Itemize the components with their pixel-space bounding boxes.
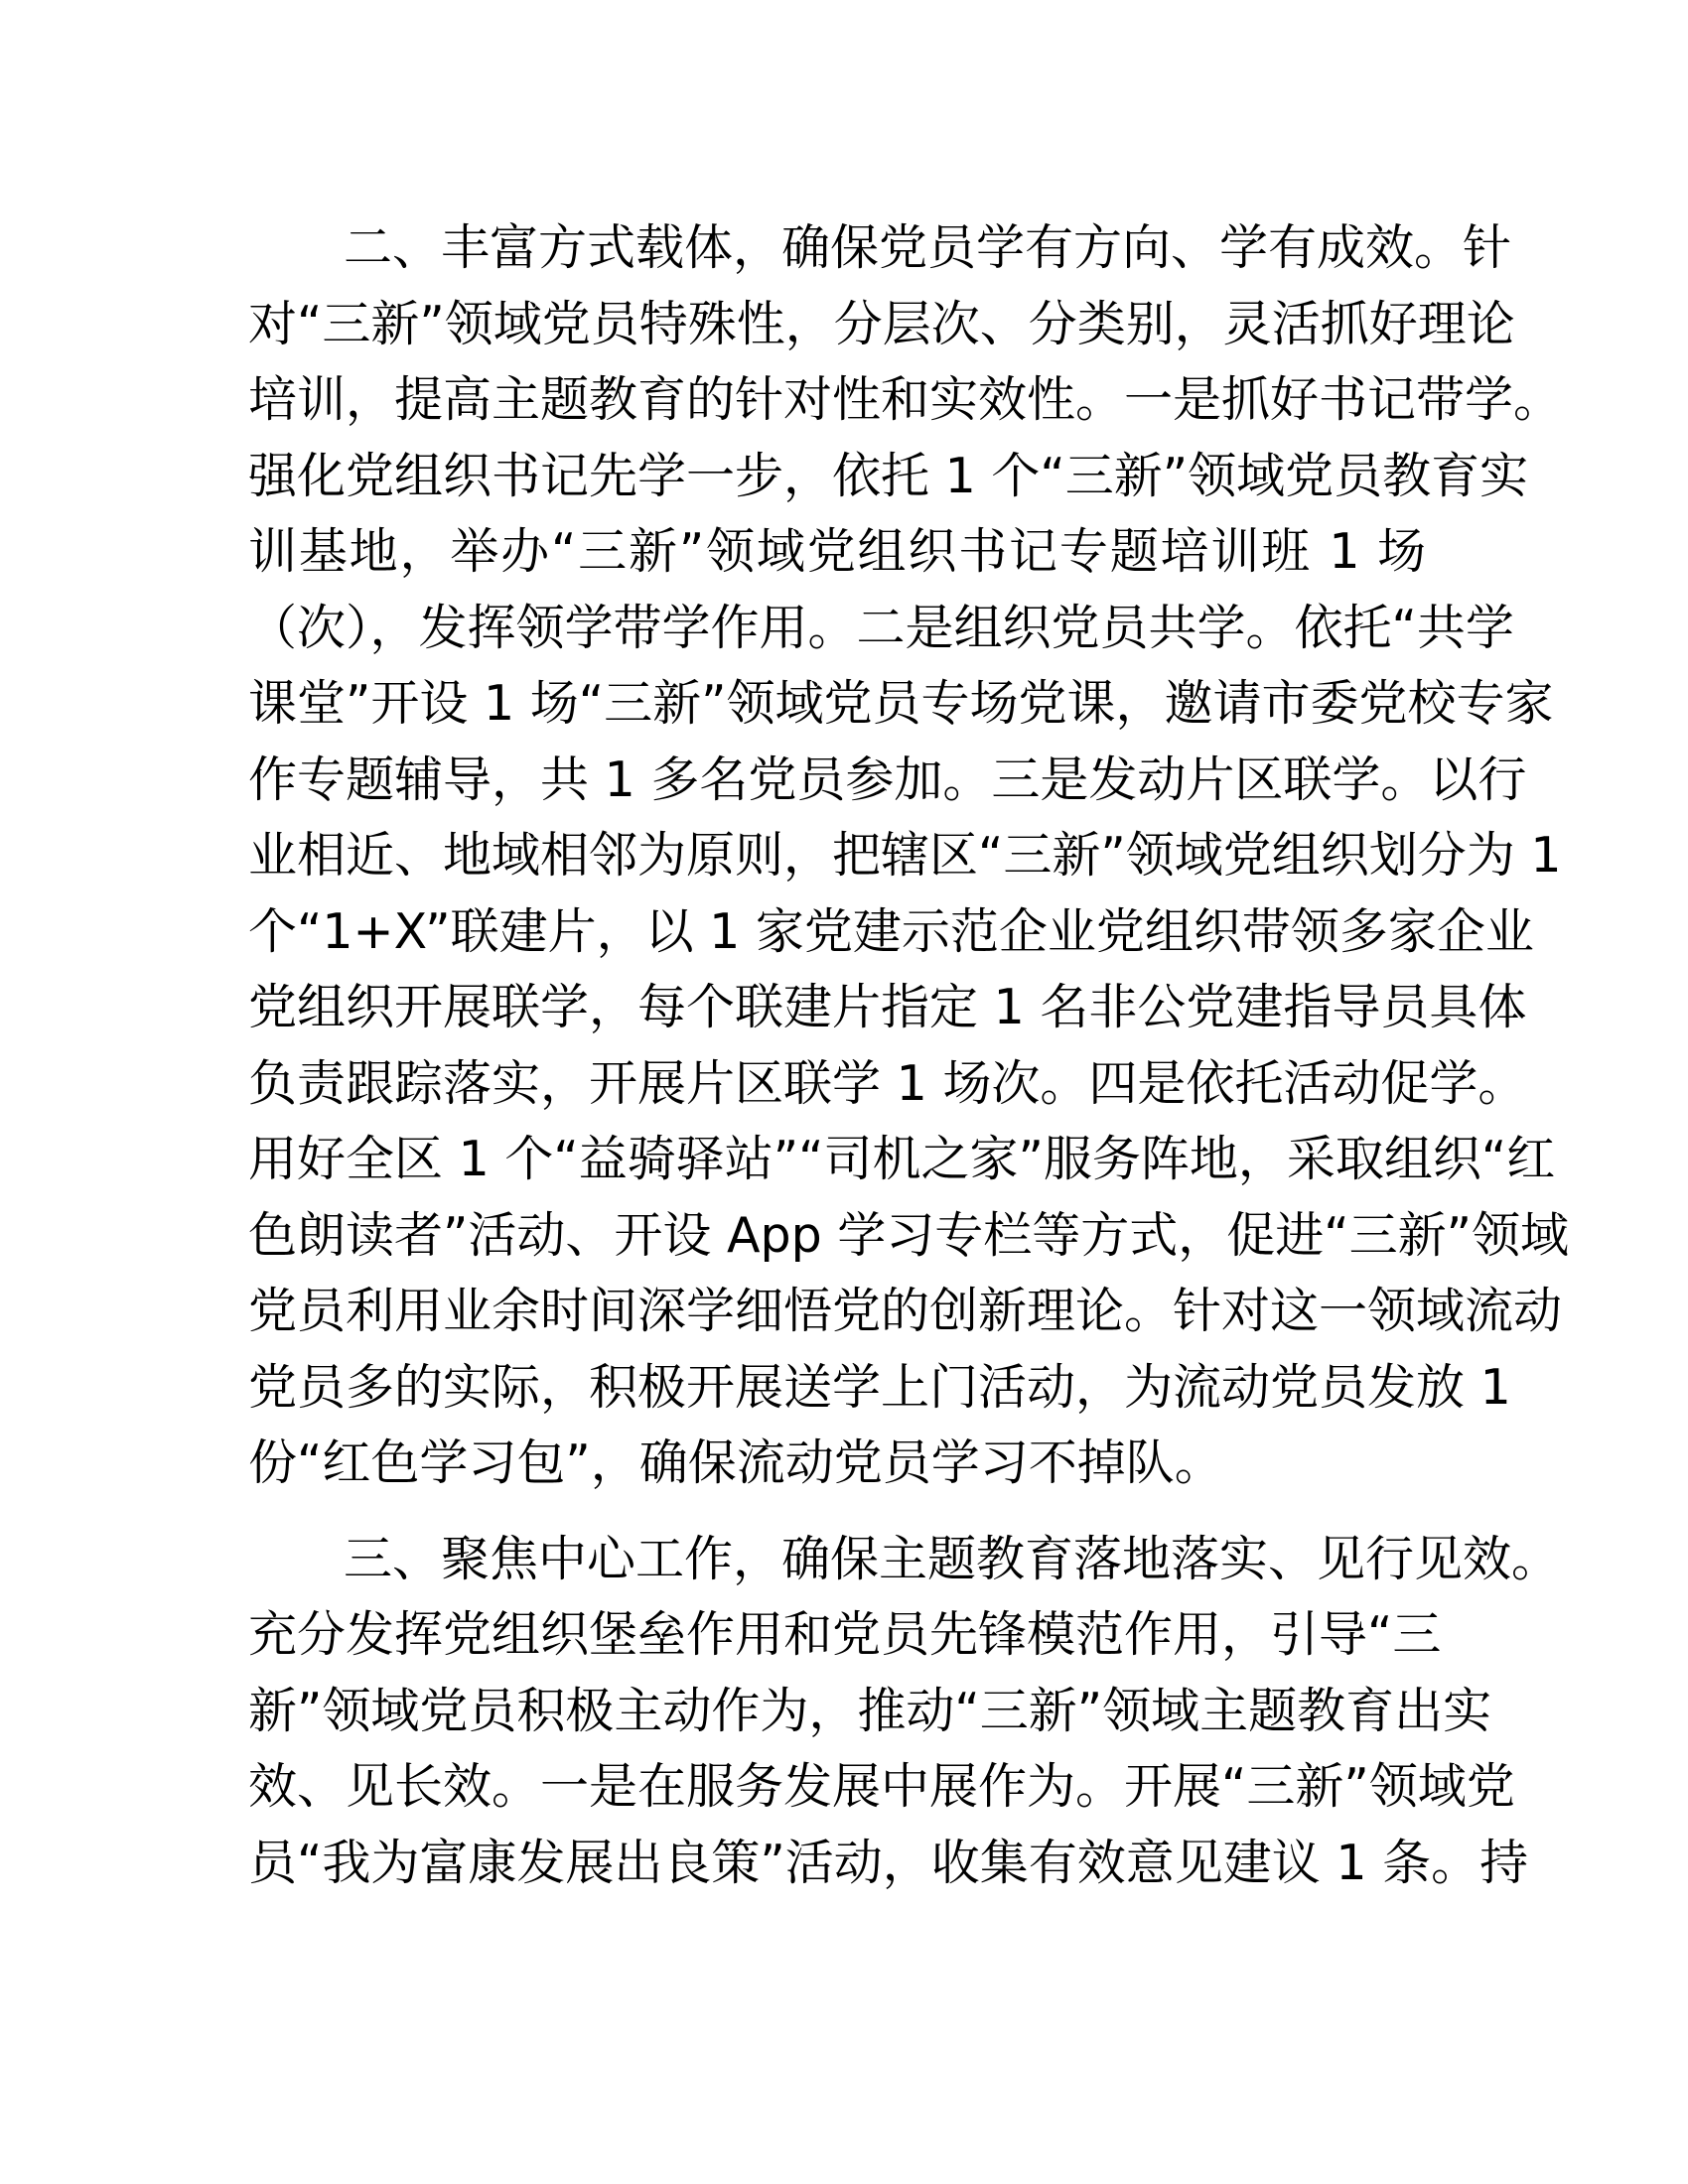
text-line: （次），发挥领学带学作用。二是组织党员共学。依托“共学 bbox=[248, 599, 1514, 656]
text-line: 效、见长效。一是在服务发展中展作为。开展“三新”领域党 bbox=[248, 1758, 1515, 1815]
text-line: 三、聚焦中心工作，确保主题教育落地落实、见行见效。 bbox=[344, 1530, 1561, 1587]
text-line: 新”领域党员积极主动作为，推动“三新”领域主题教育出实 bbox=[248, 1682, 1492, 1739]
text-line: 训基地，举办“三新”领域党组织书记专题培训班 1 场 bbox=[248, 523, 1426, 580]
text-line: 对“三新”领域党员特殊性，分层次、分类别，灵活抓好理论 bbox=[248, 295, 1515, 352]
text-line: 强化党组织书记先学一步，依托 1 个“三新”领域党员教育实 bbox=[248, 447, 1529, 504]
text-line: 业相近、地域相邻为原则，把辖区“三新”领域党组织划分为 1 bbox=[248, 827, 1562, 884]
text-line: 培训，提高主题教育的针对性和实效性。一是抓好书记带学。 bbox=[248, 371, 1563, 428]
text-line: 党组织开展联学，每个联建片指定 1 名非公党建指导员具体 bbox=[248, 979, 1527, 1035]
text-line: 二、丰富方式载体，确保党员学有方向、学有成效。针 bbox=[344, 219, 1512, 276]
text-line: 党员多的实际，积极开展送学上门活动，为流动党员发放 1 bbox=[248, 1358, 1511, 1416]
text-line: 用好全区 1 个“益骑驿站”“司机之家”服务阵地，采取组织“红 bbox=[248, 1131, 1556, 1187]
text-line: 员“我为富康发展出良策”活动，收集有效意见建议 1 条。持 bbox=[248, 1834, 1529, 1891]
paragraph-2 bbox=[248, 210, 1570, 1502]
text-line: 课堂”开设 1 场“三新”领域党员专场党课，邀请市委党校专家 bbox=[248, 675, 1554, 732]
text-line: 色朗读者”活动、开设 App 学习专栏等方式，促进“三新”领域 bbox=[248, 1206, 1570, 1264]
text-line: 个“1+X”联建片，以 1 家党建示范企业党组织带领多家企业 bbox=[248, 902, 1534, 960]
text-line: 负责跟踪落实，开展片区联学 1 场次。四是依托活动促学。 bbox=[248, 1054, 1527, 1112]
text-line: 份“红色学习包”，确保流动党员学习不掉队。 bbox=[248, 1434, 1223, 1491]
paragraph-3 bbox=[248, 1522, 1561, 1902]
document-page bbox=[248, 210, 1570, 1921]
text-line: 充分发挥党组织堡垒作用和党员先锋模范作用，引导“三 bbox=[248, 1606, 1442, 1663]
text-line: 党员利用业余时间深学细悟党的创新理论。针对这一领域流动 bbox=[248, 1283, 1563, 1339]
text-line: 作专题辅导，共 1 多名党员参加。三是发动片区联学。以行 bbox=[248, 751, 1527, 808]
